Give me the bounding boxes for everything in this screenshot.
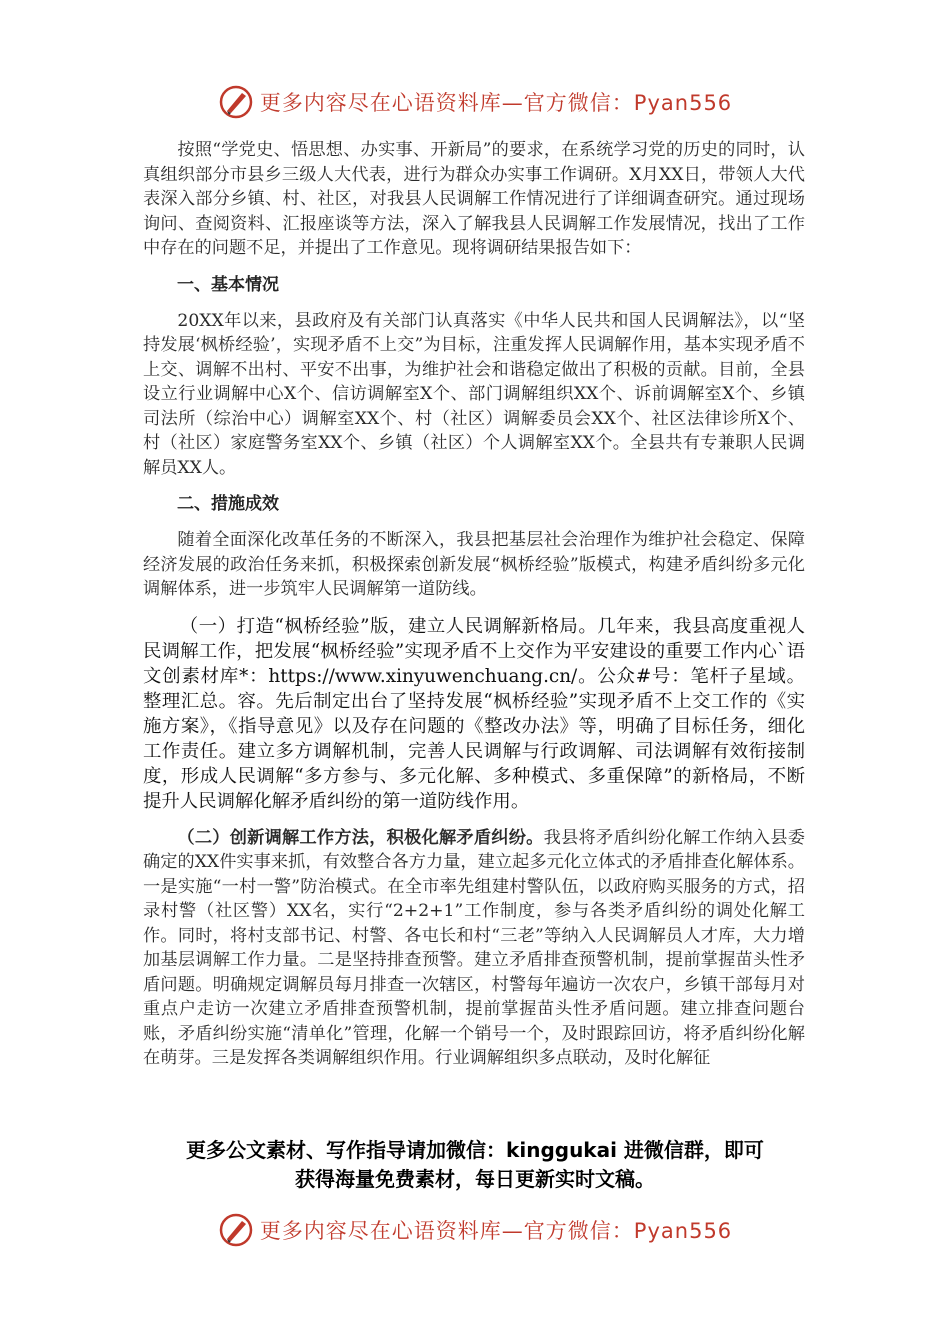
section-heading-basic: 一、基本情况 <box>177 274 279 295</box>
item-two-body: 我县将矛盾纠纷化解工作纳入县委确定的XX件实事来抓，有效整合各方力量，建立起多元化立体式的矛盾排查化解体系。一是实施“一村一警”防治模式。在全市率先组建村警队伍，以政府购买服务的方式，招录村警（社区警）XX名，实行“2+2+1”工作制度，参与各类矛盾纠纷的调处化解工作。同时，将村支部书记、村警、各屯长和村“三老”等纳入人民调解员人才库，大力增加基层调解工作力量。二是坚持排查预警。建立矛盾排查预警机制，提前掌握苗头性矛盾问题。明确规定调解员每月排查一次辖区，村警每年遍访一次农户，乡镇干部每月对重点户走访一次建立矛盾排查预警机制，提前掌握苗头性矛盾问题。建立排查问题台账，矛盾纠纷实施“清单化”管理，化解一个销号一个，及时跟踪回访，将矛盾纠纷化解在萌芽。三是发挥各类调解组织作用。行业调解组织多点联动，及时化解征 <box>143 827 805 1068</box>
header-banner <box>0 82 950 122</box>
footer-banner <box>0 1210 950 1250</box>
section-measures-paragraph: 随着全面深化改革任务的不断深入，我县把基层社会治理作为维护社会稳定、保障经济发展的政治任务来抓，积极探索创新发展“枫桥经验”版模式，构建矛盾纠纷多元化调解体系，进一步筑牢人民调解第一道防线。 <box>143 530 805 599</box>
promo-notice <box>0 1136 950 1194</box>
item-one-lead: （一）打造“枫桥经验”版，建立人民调解新格局。 <box>179 615 598 637</box>
item-one-paragraph <box>143 614 805 814</box>
item-two-paragraph <box>143 826 805 1071</box>
section-basic-paragraph: 20XX年以来，县政府及有关部门认真落实《中华人民共和国人民调解法》，以“坚持发展‘枫桥经验’，实现矛盾不上交”为目标，注重发挥人民调解作用，基本实现矛盾不上交、调解不出村、平安不出事，为维护社会和谐稳定做出了积极的贡献。目前，全县设立行业调解中心X个、信访调解室X个、部门调解组织XX个、诉前调解室X个、乡镇司法所（综治中心）调解室XX个、村（社区）调解委员会XX个、社区法律诊所X个、村（社区）家庭警务室XX个、乡镇（社区）个人调解室XX个。全县共有专兼职人民调解员XX人。 <box>143 310 805 478</box>
promo-line-1: 更多公文素材、写作指导请加微信：kinggukai 进微信群，即可 <box>186 1138 764 1162</box>
section-heading-measures: 二、措施成效 <box>177 494 279 514</box>
item-two-lead: （二）创新调解工作方法，积极化解矛盾纠纷。 <box>177 827 544 848</box>
item-one-body: 几年来，我县高度重视人民调解工作，把发展“枫桥经验”实现矛盾不上交作为平安建设的重要工作内心`语文创素材库*：https://www.xinyuwenchuang.cn/。公众#号：笔杆子星域。整理汇总。容。先后制定出台了坚持发展“枫桥经验”实现矛盾不上交工作的《实施方案》，《指导意见》以及存在问题的《整改办法》等，明确了目标任务，细化工作责任。建立多方调解机制，完善人民调解与行政调解、司法调解有效衔接制度，形成人民调解“多方参与、多元化解、多种模式、多重保障”的新格局，不断提升人民调解化解矛盾纠纷的第一道防线作用。 <box>143 615 805 812</box>
intro-paragraph: 按照“学党史、悟思想、办实事、开新局”的要求，在系统学习党的历史的同时，认真组织部分市县乡三级人大代表，进行为群众办实事工作调研。X月XX日，带领人大代表深入部分乡镇、村、社区，对我县人民调解工作情况进行了详细调查研究。通过现场询问、查阅资料、汇报座谈等方法，深入了解我县人民调解工作发展情况，找出了工作中存在的问题不足，并提出了工作意见。现将调研结果报告如下： <box>143 140 805 258</box>
promo-line-2: 获得海量免费素材，每日更新实时文稿。 <box>295 1167 655 1191</box>
document-body <box>143 138 805 1071</box>
pen-logo-icon <box>218 84 254 120</box>
banner-text: 更多内容尽在心语资料库—官方微信：Pyan556 <box>259 91 733 115</box>
banner-text: 更多内容尽在心语资料库—官方微信：Pyan556 <box>259 1219 733 1243</box>
pen-logo-icon <box>218 1212 254 1248</box>
